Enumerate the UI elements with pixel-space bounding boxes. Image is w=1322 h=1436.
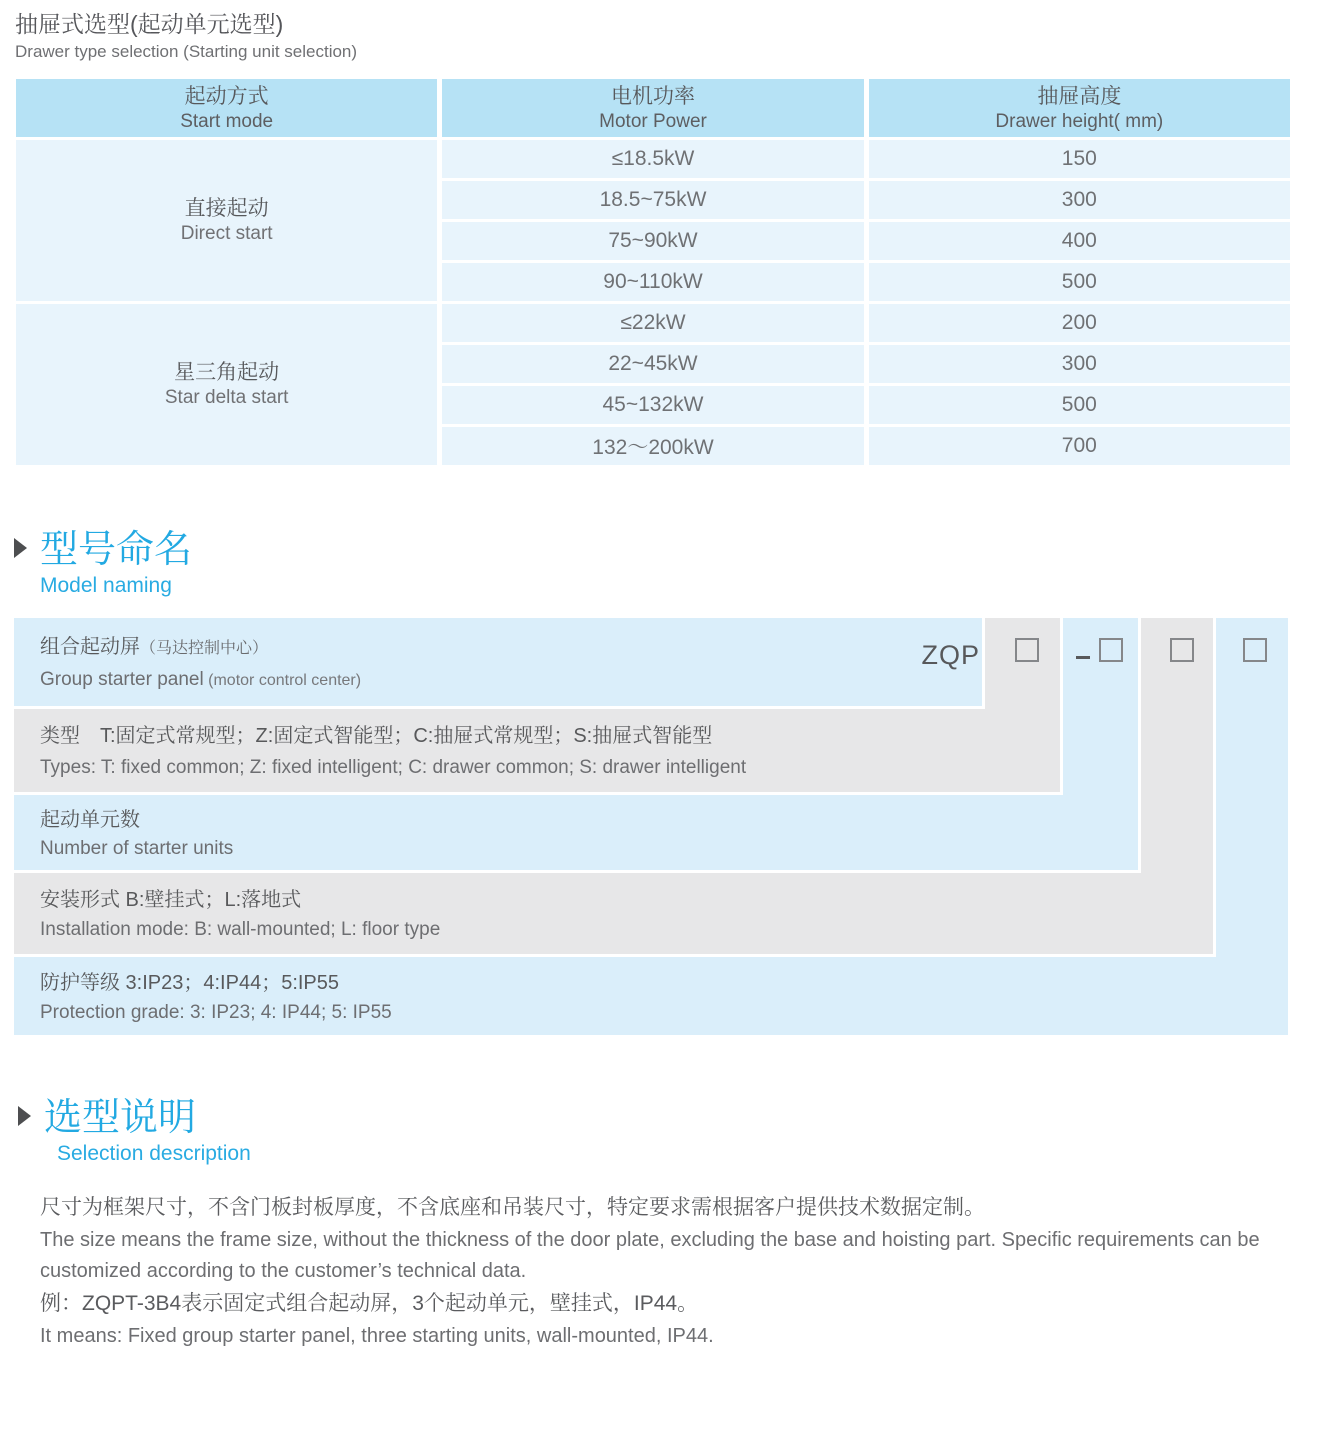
power-value: 90~110kW [603,270,703,293]
table-cell-height [869,427,1290,465]
selection-description-text [40,1192,1290,1353]
header-en: Motor Power [599,110,707,132]
model-code-box-type [1015,638,1039,662]
table-header-motor-power [442,79,863,137]
mode-zh: 直接起动 [184,197,269,220]
table-cell-height [869,386,1290,424]
header-en: Start mode [180,110,274,132]
row4-zh: 安装形式 B:壁挂式；L:落地式 [40,889,302,911]
diagram-row-2-band [14,709,1060,792]
model-naming-title-en: Model naming [40,574,172,597]
model-code-prefix: ZQP [921,640,980,670]
table-cell-height [869,345,1290,383]
row1-zh-main: 组合起动屏 [40,636,140,658]
mode-en: Star delta start [164,387,289,408]
row3-en: Number of starter units [40,838,234,859]
mode-cell-direct-start [16,140,437,301]
selection-title-en: Selection description [57,1142,251,1165]
header-en: Drawer height( mm) [995,110,1164,132]
selection-description-heading [18,1096,251,1167]
height-value: 500 [1061,393,1097,416]
height-value: 300 [1061,188,1097,211]
model-code-dash [1076,656,1090,659]
table-cell-power [442,140,863,178]
model-naming-diagram [14,618,1288,1036]
mode-cell-star-delta-start [16,304,437,465]
row1-zh-paren: （马达控制中心） [140,640,269,657]
description-zh: 尺寸为框架尺寸，不含门板封板厚度，不含底座和吊装尺寸，特定要求需根据客户提供技术数据定制。 [40,1196,985,1219]
table-header-drawer-height [869,79,1290,137]
row5-zh: 防护等级 3:IP23；4:IP44；5:IP55 [40,972,340,994]
power-value: 45~132kW [602,393,704,416]
power-value: 132～200kW [592,436,714,459]
header-zh: 电机功率 [610,84,695,108]
model-code-box-units [1099,638,1123,662]
drawer-selection-table [16,79,1290,465]
table-cell-power [442,181,863,219]
table-cell-height [869,181,1290,219]
model-naming-heading [14,528,192,599]
description-en: The size means the frame size, without the thickness of the door plate, excluding the base and hoisting part. Specific requirements can be customized according to the customer’s technical data. [40,1229,1260,1282]
height-value: 150 [1061,147,1097,170]
header-zh: 抽屉高度 [1037,84,1122,108]
model-code-box-installation [1170,638,1194,662]
table-cell-height [869,222,1290,260]
diagram-row-1-band [14,618,982,706]
table-cell-power [442,345,863,383]
row1-en-main: Group starter panel [40,669,204,690]
table-header-start-mode [16,79,437,137]
power-value: 22~45kW [608,352,698,375]
row1-en-paren: (motor control center) [203,672,362,689]
mode-en: Direct start [180,223,273,244]
page-title [15,10,357,64]
row2-zh: 类型 T:固定式常规型；Z:固定式智能型；C:抽屉式常规型；S:抽屉式智能型 [40,725,713,747]
diagram-row-4-band [14,873,1213,954]
table-cell-height [869,140,1290,178]
table-cell-height [869,304,1290,342]
table-cell-power [442,386,863,424]
section-arrow-icon [14,538,27,558]
power-value: 18.5~75kW [599,188,707,211]
row2-en: Types: T: fixed common; Z: fixed intelligent; C: drawer common; S: drawer intelligent [40,757,747,778]
power-value: 75~90kW [608,229,698,252]
table-cell-power [442,263,863,301]
table-cell-power [442,222,863,260]
example-en: It means: Fixed group starter panel, three starting units, wall-mounted, IP44. [40,1325,714,1347]
table-cell-power [442,304,863,342]
diagram-row-3-band [14,795,1138,870]
row3-zh: 起动单元数 [40,809,140,831]
height-value: 400 [1061,229,1097,252]
model-naming-title-zh: 型号命名 [40,529,193,571]
height-value: 200 [1061,311,1097,334]
row4-en: Installation mode: B: wall-mounted; L: floor type [40,919,441,940]
power-value: ≤18.5kW [611,147,695,170]
height-value: 500 [1061,270,1097,293]
section-arrow-icon [18,1106,31,1126]
power-value: ≤22kW [620,311,686,334]
page-title-en: Drawer type selection (Starting unit selection) [15,42,358,61]
header-zh: 起动方式 [184,84,269,108]
table-cell-height [869,263,1290,301]
row5-en: Protection grade: 3: IP23; 4: IP44; 5: IP55 [40,1002,392,1023]
diagram-row-5-band [14,957,1288,1035]
mode-zh: 星三角起动 [174,361,280,384]
example-zh: 例：ZQPT-3B4表示固定式组合起动屏，3个起动单元，壁挂式，IP44。 [40,1292,699,1315]
height-value: 300 [1061,352,1097,375]
table-cell-power [442,427,863,465]
selection-title-zh: 选型说明 [44,1097,197,1139]
height-value: 700 [1061,434,1097,457]
model-code-box-protection [1243,638,1267,662]
page-title-zh: 抽屉式选型(起动单元选型) [15,11,284,37]
